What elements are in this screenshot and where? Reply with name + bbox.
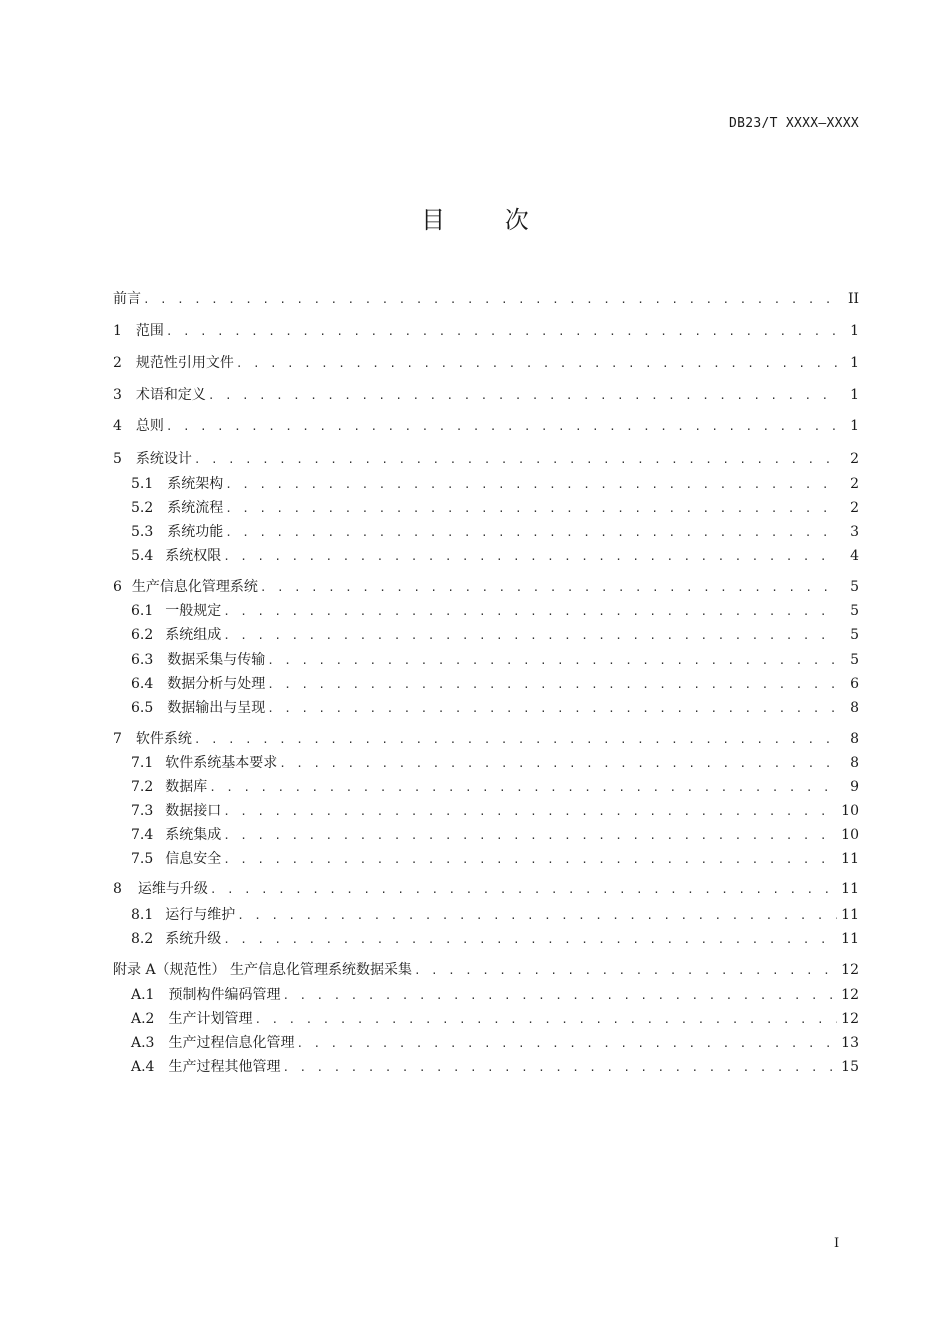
toc-number: 7 — [113, 731, 122, 747]
toc-number: 8.1 — [131, 907, 154, 923]
toc-label: 生产过程信息化管理 — [168, 1035, 295, 1051]
toc-label: 系统架构 — [167, 476, 224, 492]
toc-leader — [223, 826, 837, 846]
toc-leader — [237, 906, 837, 926]
toc-leader — [267, 651, 839, 671]
toc-page: 2 — [850, 500, 859, 516]
toc-entry[interactable] — [131, 849, 859, 869]
toc-page: 5 — [850, 579, 859, 595]
toc-label: 软件系统 — [135, 731, 192, 747]
toc-entry[interactable] — [131, 777, 859, 797]
toc-entry[interactable] — [131, 985, 859, 1005]
toc-page: II — [847, 291, 859, 307]
toc-number: 8.2 — [131, 931, 154, 947]
toc-page: 8 — [850, 731, 859, 747]
toc-leader — [279, 754, 839, 774]
toc-leader — [223, 850, 837, 870]
toc-entry[interactable] — [131, 1033, 859, 1053]
toc-leader — [254, 1010, 837, 1030]
toc-number: 5.2 — [131, 500, 154, 516]
toc-label: 系统设计 — [135, 451, 192, 467]
toc-leader — [223, 626, 839, 646]
toc-page: 12 — [841, 987, 859, 1003]
toc-page: 5 — [850, 603, 859, 619]
toc-label: 信息安全 — [165, 851, 222, 867]
toc-label: 数据接口 — [165, 803, 222, 819]
page-number: I — [834, 1236, 840, 1251]
toc-page: 2 — [850, 476, 859, 492]
toc-number: 3 — [113, 387, 122, 403]
toc-entry[interactable] — [131, 650, 859, 670]
toc-label: 运行与维护 — [165, 907, 236, 923]
toc-label: 系统集成 — [165, 827, 222, 843]
toc-label: 系统权限 — [165, 548, 222, 564]
toc-number: 6.4 — [131, 676, 154, 692]
toc-page: 1 — [850, 387, 859, 403]
toc-label: 预制构件编码管理 — [168, 987, 281, 1003]
toc-entry[interactable] — [113, 577, 859, 597]
toc-label: 数据分析与处理 — [167, 676, 266, 692]
toc-entry[interactable] — [131, 801, 859, 821]
toc-page: 3 — [850, 524, 859, 540]
toc-label: 系统组成 — [165, 627, 222, 643]
toc-label: 数据采集与传输 — [167, 652, 266, 668]
toc-page: 4 — [850, 548, 859, 564]
toc-page: 12 — [841, 962, 859, 978]
standard-code: DB23/T XXXX—XXXX — [728, 116, 859, 131]
toc-entry[interactable] — [113, 289, 859, 309]
toc-number: 6.1 — [131, 603, 154, 619]
toc-page: 1 — [850, 418, 859, 434]
toc-number: 6.2 — [131, 627, 154, 643]
toc-label: 范围 — [135, 323, 164, 339]
toc-label: 生产信息化管理系统 — [131, 579, 258, 595]
toc-number: A.4 — [131, 1059, 155, 1075]
toc-page: 1 — [850, 323, 859, 339]
toc-number: A.2 — [131, 1011, 155, 1027]
toc-entry[interactable] — [131, 1057, 859, 1077]
toc-number: 6 — [113, 579, 122, 595]
toc-page: 10 — [841, 803, 859, 819]
toc-entry[interactable] — [131, 498, 859, 518]
toc-page: 11 — [841, 881, 859, 897]
toc-label: 生产过程其他管理 — [168, 1059, 281, 1075]
toc-entry[interactable] — [113, 449, 859, 469]
toc-leader — [209, 778, 839, 798]
toc-page: 5 — [850, 627, 859, 643]
toc-entry[interactable] — [131, 546, 859, 566]
toc-number: 6.3 — [131, 652, 154, 668]
toc-entry[interactable] — [131, 929, 859, 949]
toc-page: 11 — [841, 907, 859, 923]
toc-leader — [223, 802, 837, 822]
toc-entry[interactable] — [131, 601, 859, 621]
toc-entry[interactable] — [131, 698, 859, 718]
toc-page: 9 — [850, 779, 859, 795]
toc-number: 7.3 — [131, 803, 154, 819]
toc-leader — [225, 523, 839, 543]
toc-label: 附录 A（规范性） 生产信息化管理系统数据采集 — [113, 962, 413, 978]
toc-page: 10 — [841, 827, 859, 843]
toc-leader — [414, 961, 837, 981]
toc-label: 数据库 — [165, 779, 208, 795]
toc-number: 2 — [113, 355, 122, 371]
toc-leader — [282, 1058, 837, 1078]
toc-leader — [166, 417, 839, 437]
toc-leader — [143, 290, 839, 310]
toc-page: 5 — [850, 652, 859, 668]
toc-leader — [223, 602, 839, 622]
toc-entry[interactable] — [131, 674, 859, 694]
toc-entry[interactable] — [113, 353, 859, 373]
page-title: 目 次 — [421, 206, 555, 234]
toc-leader — [267, 675, 839, 695]
toc-number: A.3 — [131, 1035, 155, 1051]
toc-number: 7.2 — [131, 779, 154, 795]
toc-label: 系统功能 — [167, 524, 224, 540]
toc-entry[interactable] — [131, 522, 859, 542]
toc-entry[interactable] — [113, 729, 859, 749]
toc-label: 数据输出与呈现 — [167, 700, 266, 716]
toc-entry[interactable] — [131, 753, 859, 773]
toc-label: 总则 — [135, 418, 164, 434]
toc-label: 前言 — [113, 291, 141, 307]
toc-number: 5.4 — [131, 548, 154, 564]
toc-number: 7.4 — [131, 827, 154, 843]
toc-label: 术语和定义 — [135, 387, 206, 403]
toc-number: 7.5 — [131, 851, 154, 867]
toc-page: 11 — [841, 851, 859, 867]
toc-leader — [260, 578, 839, 598]
toc-page: 2 — [850, 451, 859, 467]
toc-leader — [223, 547, 839, 567]
toc-leader — [225, 475, 839, 495]
toc-entry[interactable] — [113, 321, 859, 341]
toc-number: A.1 — [131, 987, 155, 1003]
toc-entry[interactable] — [131, 625, 859, 645]
toc-label: 运维与升级 — [137, 881, 208, 897]
toc-label: 规范性引用文件 — [135, 355, 234, 371]
toc-page: 13 — [841, 1035, 859, 1051]
toc-leader — [296, 1034, 837, 1054]
toc-entry[interactable] — [113, 416, 859, 436]
toc-leader — [267, 699, 839, 719]
toc-leader — [194, 730, 839, 750]
toc-page: 8 — [850, 755, 859, 771]
toc-label: 软件系统基本要求 — [165, 755, 278, 771]
toc-leader — [223, 930, 837, 950]
toc-entry[interactable] — [131, 905, 859, 925]
toc-leader — [194, 450, 839, 470]
toc-label: 一般规定 — [165, 603, 222, 619]
toc-leader — [210, 880, 837, 900]
toc-label: 系统流程 — [167, 500, 224, 516]
toc-leader — [208, 386, 839, 406]
toc-entry[interactable] — [131, 825, 859, 845]
toc-number: 6.5 — [131, 700, 154, 716]
toc-number: 7.1 — [131, 755, 154, 771]
toc-number: 5.1 — [131, 476, 154, 492]
toc-entry[interactable] — [113, 385, 859, 405]
toc-label: 系统升级 — [165, 931, 222, 947]
toc-leader — [166, 322, 839, 342]
toc-page: 1 — [850, 355, 859, 371]
toc-page: 12 — [841, 1011, 859, 1027]
toc-page: 6 — [850, 676, 859, 692]
toc-leader — [236, 354, 839, 374]
toc-entry[interactable] — [131, 1009, 859, 1029]
toc-entry[interactable] — [131, 474, 859, 494]
toc-number: 5.3 — [131, 524, 154, 540]
toc-entry[interactable] — [113, 960, 859, 980]
toc-number: 5 — [113, 451, 122, 467]
toc-page: 8 — [850, 700, 859, 716]
toc-number: 4 — [113, 418, 122, 434]
toc-page: 11 — [841, 931, 859, 947]
toc-entry[interactable] — [113, 879, 859, 899]
toc-label: 生产计划管理 — [168, 1011, 253, 1027]
toc-number: 1 — [113, 323, 122, 339]
toc-leader — [225, 499, 839, 519]
toc-leader — [282, 986, 837, 1006]
toc-page: 15 — [841, 1059, 859, 1075]
toc-number: 8 — [113, 881, 122, 897]
